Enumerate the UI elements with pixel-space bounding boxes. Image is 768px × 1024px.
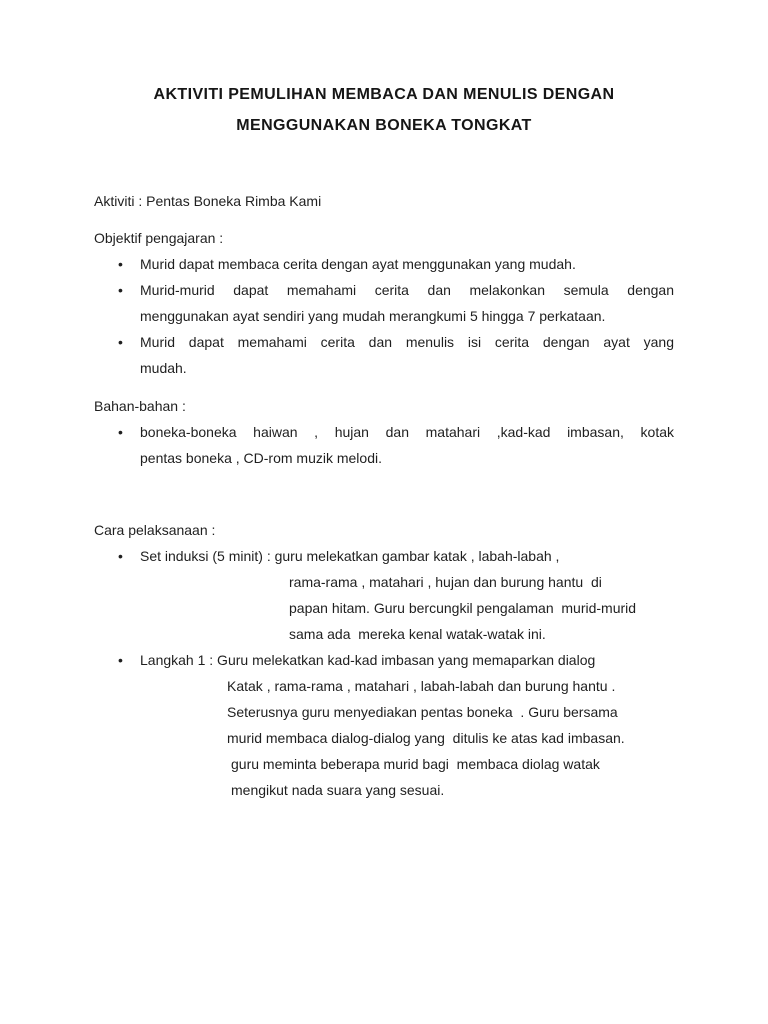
bullet-line: papan hitam. Guru bercungkil pengalaman murid-murid — [289, 600, 637, 616]
set-induksi-bullet-list — [94, 543, 674, 647]
list-item — [94, 329, 674, 381]
bullet-line: pentas boneka , CD-rom muzik melodi. — [140, 450, 382, 466]
list-item — [94, 543, 674, 647]
langkah1-bullet-list — [94, 647, 674, 803]
section-heading-cara: Cara pelaksanaan : — [94, 522, 216, 538]
bullet-line: guru meminta beberapa murid bagi membaca diolag watak — [231, 756, 600, 772]
bullet-line: mudah. — [140, 360, 187, 376]
bullet-dot-icon: • — [118, 424, 123, 440]
page-title-line-2: MENGGUNAKAN BONEKA TONGKAT — [236, 117, 532, 134]
list-item — [94, 647, 674, 803]
bullet-line: Langkah 1 : Guru melekatkan kad-kad imbasan yang memaparkan dialog — [140, 652, 596, 668]
bullet-line: Murid dapat memahami cerita dan menulis isi cerita dengan ayat yang — [140, 334, 674, 350]
objektif-bullet-list — [94, 251, 674, 381]
bullet-line: Set induksi (5 minit) : guru melekatkan gambar katak , labah-labah , — [140, 548, 560, 564]
bullet-dot-icon: • — [118, 334, 123, 350]
bullet-line: Katak , rama-rama , matahari , labah-labah dan burung hantu . — [227, 678, 616, 694]
bullet-line: murid membaca dialog-dialog yang ditulis ke atas kad imbasan. — [227, 730, 625, 746]
bullet-line: menggunakan ayat sendiri yang mudah merangkumi 5 hingga 7 perkataan. — [140, 308, 606, 324]
bullet-line: boneka-boneka haiwan , hujan dan matahari ,kad-kad imbasan, kotak — [140, 424, 674, 440]
activity-line: Aktiviti : Pentas Boneka Rimba Kami — [94, 193, 322, 209]
page-title-line-1: AKTIVITI PEMULIHAN MEMBACA DAN MENULIS DENGAN — [153, 86, 615, 103]
bullet-line: mengikut nada suara yang sesuai. — [231, 782, 445, 798]
bullet-dot-icon: • — [118, 282, 123, 298]
bullet-dot-icon: • — [118, 256, 123, 272]
bullet-line: Murid dapat membaca cerita dengan ayat menggunakan yang mudah. — [140, 256, 576, 272]
section-heading-objektif: Objektif pengajaran : — [94, 230, 224, 246]
bullet-dot-icon: • — [118, 548, 123, 564]
list-item — [94, 277, 674, 329]
bullet-dot-icon: • — [118, 652, 123, 668]
list-item — [94, 251, 674, 277]
list-item — [94, 419, 674, 471]
bullet-line: rama-rama , matahari , hujan dan burung hantu di — [289, 574, 602, 590]
bullet-line: Seterusnya guru menyediakan pentas boneka . Guru bersama — [227, 704, 618, 720]
bullet-line: Murid-murid dapat memahami cerita dan melakonkan semula dengan — [140, 282, 674, 298]
section-heading-bahan: Bahan-bahan : — [94, 398, 186, 414]
page-title — [94, 79, 674, 141]
bullet-line: sama ada mereka kenal watak-watak ini. — [289, 626, 546, 642]
bahan-bullet-list — [94, 419, 674, 471]
